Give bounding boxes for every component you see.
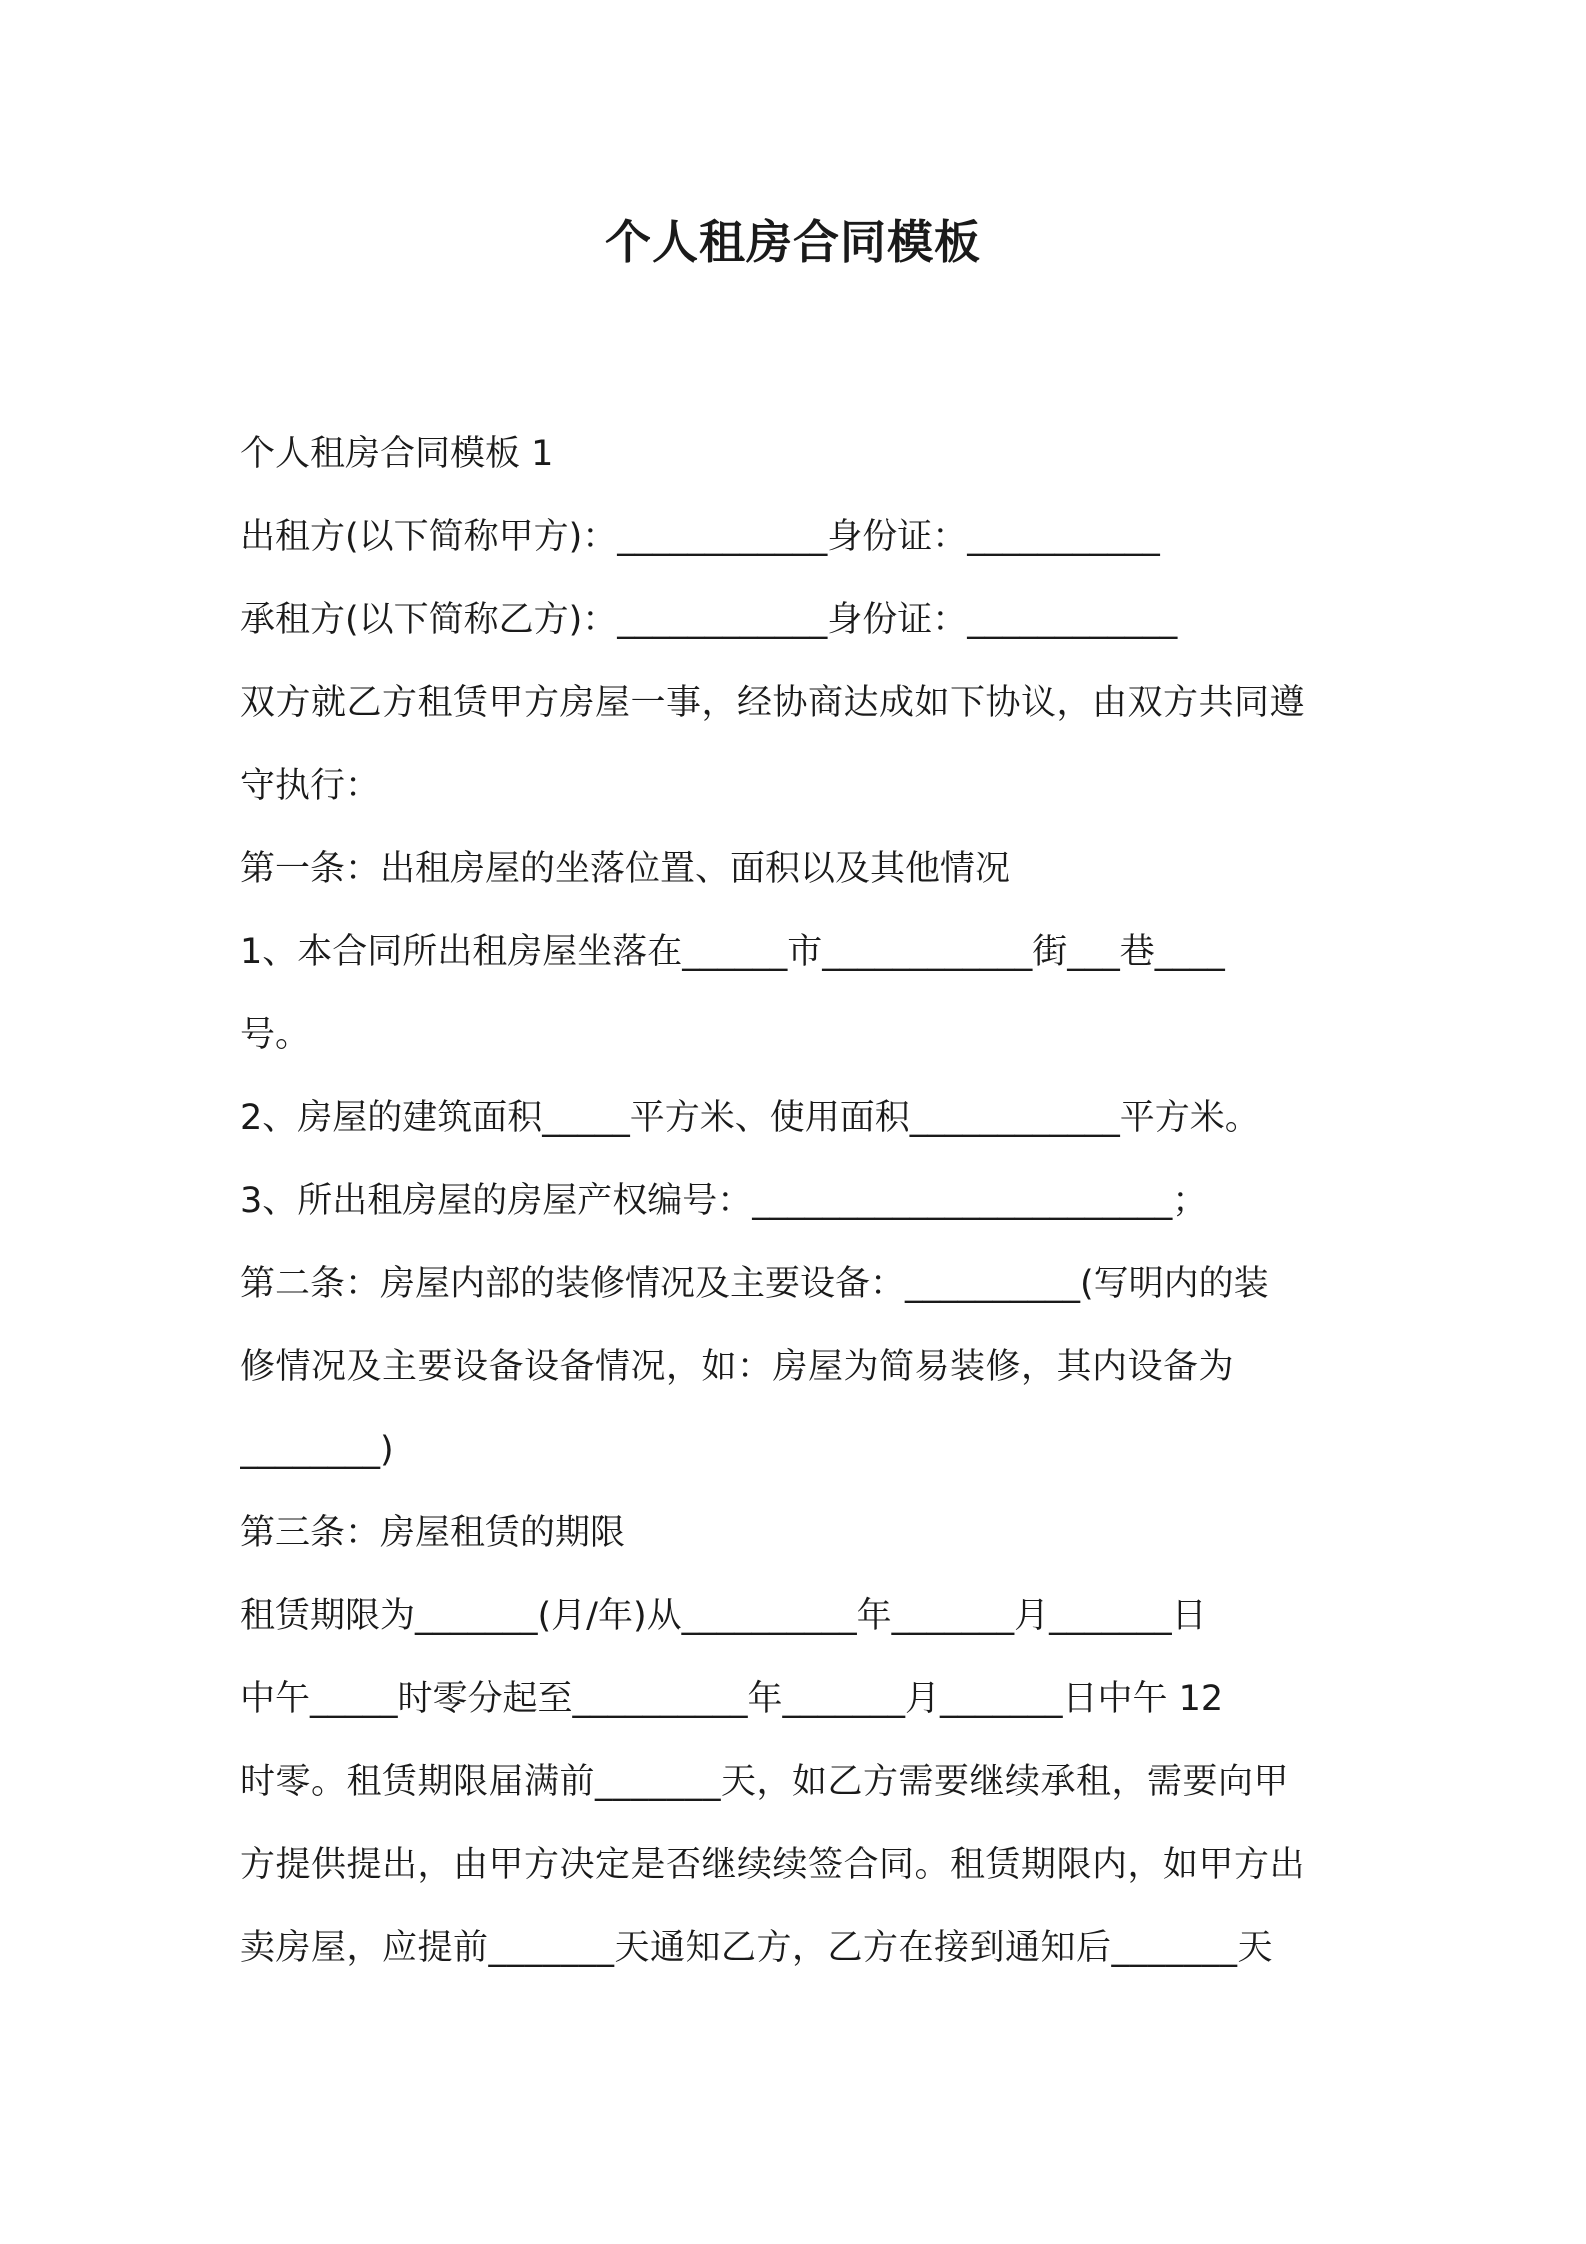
paragraph-line: 号。 <box>240 1015 311 1055</box>
lessor-line: 出租方(以下简称甲方)：____________身份证：___________ <box>240 517 1160 557</box>
article-heading: 第一条：出租房屋的坐落位置、面积以及其他情况 <box>240 849 1011 889</box>
paragraph-line: 卖房屋，应提前_______天通知乙方，乙方在接到通知后_______天 <box>240 1928 1274 1968</box>
document-body <box>240 413 1350 1990</box>
paragraph-line: 修情况及主要设备设备情况，如：房屋为简易装修，其内设备为 <box>240 1347 1235 1387</box>
paragraph-line: 方提供提出，由甲方决定是否继续续签合同。租赁期限内，如甲方出 <box>240 1845 1306 1885</box>
paragraph-line: 3、所出租房屋的房屋产权编号：________________________； <box>240 1181 1208 1221</box>
paragraph-line: 守执行： <box>240 766 381 806</box>
document-title: 个人租房合同模板 <box>605 215 981 269</box>
paragraph-line: 2、房屋的建筑面积_____平方米、使用面积____________平方米。 <box>240 1098 1260 1138</box>
paragraph-line: 时零。租赁期限届满前_______天，如乙方需要继续承租，需要向甲 <box>240 1762 1290 1802</box>
article-heading: 第三条：房屋租赁的期限 <box>240 1513 626 1553</box>
paragraph-line: 租赁期限为_______(月/年)从__________年_______月_______日 <box>240 1596 1207 1636</box>
paragraph-line: 中午_____时零分起至__________年_______月_______日中午 12 <box>240 1679 1224 1719</box>
paragraph-line: 双方就乙方租赁甲方房屋一事，经协商达成如下协议，由双方共同遵 <box>240 683 1306 723</box>
paragraph-line: ________) <box>240 1430 394 1470</box>
paragraph-line: 1、本合同所出租房屋坐落在______市____________街___巷____ <box>240 932 1225 972</box>
section-heading: 个人租房合同模板 1 <box>240 434 554 474</box>
lessee-line: 承租方(以下简称乙方)：____________身份证：____________ <box>240 600 1178 640</box>
article-heading: 第二条：房屋内部的装修情况及主要设备：__________(写明内的装 <box>240 1264 1269 1304</box>
